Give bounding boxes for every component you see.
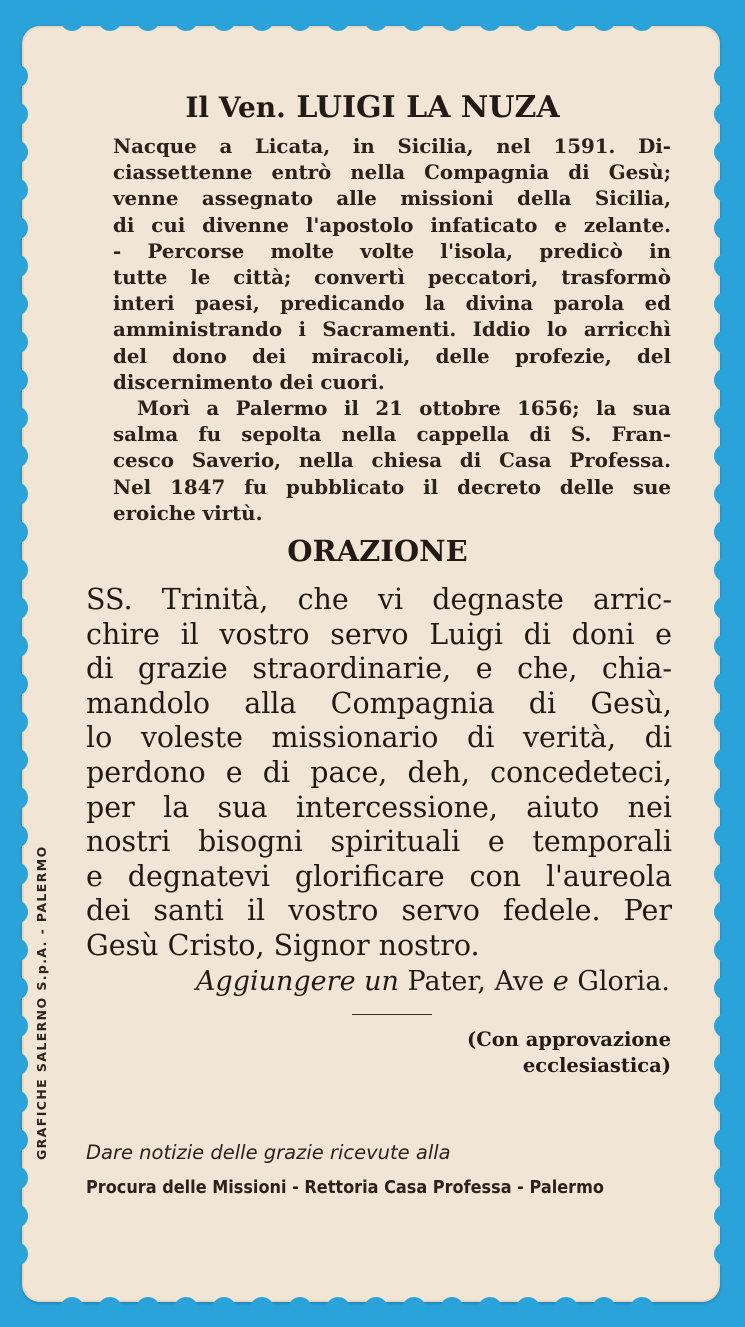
scallop-notch — [212, 1297, 236, 1321]
scallop-notch — [478, 1297, 502, 1321]
scallop-notch — [4, 330, 28, 354]
scallop-notch — [4, 824, 28, 848]
scallop-notch — [4, 1052, 28, 1076]
scallop-notch — [250, 1297, 274, 1321]
biography-line: Nacque a Licata, in Sicilia, nel 1591. Di- — [113, 134, 671, 158]
scallop-notch — [714, 406, 738, 430]
scallop-notch — [212, 7, 236, 31]
scallop-notch — [714, 292, 738, 316]
scallop-notch — [364, 7, 388, 31]
scallop-notch — [714, 976, 738, 1000]
scallop-notch — [630, 7, 654, 31]
scallop-notch — [554, 1297, 578, 1321]
scallop-notch — [288, 1297, 312, 1321]
contact-address: Procura delle Missioni - Rettoria Casa Professa - Palermo — [86, 1178, 604, 1198]
prayer-text — [86, 583, 672, 964]
scallop-notch — [714, 824, 738, 848]
scallop-notch — [714, 444, 738, 468]
biography-line: discernimento dei cuori. — [113, 369, 385, 394]
scallop-notch — [174, 1297, 198, 1321]
prayer-line: per la sua intercessione, aiuto nei — [86, 790, 672, 824]
scallop-notch — [60, 1297, 84, 1321]
scallop-notch — [714, 368, 738, 392]
prayer-line: nostri bisogni spirituali e temporali — [86, 825, 672, 859]
scallop-notch — [714, 1204, 738, 1228]
scallop-notch — [714, 1090, 738, 1114]
scallop-notch — [4, 64, 28, 88]
scallop-notch — [714, 596, 738, 620]
prayer-line: SS. Trinità, che vi degnaste arric- — [86, 583, 672, 616]
biography-line: salma fu sepolta nella cappella di S. Fran- — [113, 422, 671, 447]
biography-line: tutte le città; convertì peccatori, trasformò — [113, 265, 671, 290]
addition-words: Gloria. — [577, 966, 670, 997]
scallop-notch — [4, 444, 28, 468]
prayer-line: chire il vostro servo Luigi di doni e — [86, 617, 672, 651]
graces-note: Dare notizie delle grazie ricevute alla — [86, 1141, 451, 1164]
scallop-notch — [402, 7, 426, 31]
scallop-notch — [4, 900, 28, 924]
scallop-notch — [326, 1297, 350, 1321]
biography-line: amministrando i Sacramenti. Iddio lo arricchì — [113, 317, 671, 342]
scallop-notch — [4, 710, 28, 734]
scallop-notch — [714, 64, 738, 88]
scallop-notch — [714, 330, 738, 354]
scallop-notch — [4, 140, 28, 164]
scallop-notch — [4, 596, 28, 620]
scallop-notch — [4, 178, 28, 202]
scallop-notch — [288, 7, 312, 31]
scallop-notch — [326, 7, 350, 31]
addition-italic: e — [552, 966, 569, 997]
scallop-notch — [136, 1297, 160, 1321]
title-prefix: Il Ven. — [185, 91, 286, 124]
scallop-notch — [714, 672, 738, 696]
scallop-notch — [4, 1204, 28, 1228]
divider — [352, 1014, 432, 1015]
scallop-notch — [714, 482, 738, 506]
scallop-notch — [4, 1166, 28, 1190]
scallop-notch — [714, 1166, 738, 1190]
scallop-notch — [478, 7, 502, 31]
scallop-notch — [4, 254, 28, 278]
prayer-heading: ORAZIONE — [287, 534, 468, 568]
scallop-notch — [98, 1297, 122, 1321]
scallop-notch — [364, 1297, 388, 1321]
scallop-notch — [4, 976, 28, 1000]
prayer-line: dei santi il vostro servo fedele. Per — [86, 894, 672, 928]
approval-line: (Con approvazione — [467, 1028, 671, 1051]
scallop-notch — [714, 862, 738, 886]
biography-line: ciassettenne entrò nella Compagnia di Gesù; — [113, 160, 671, 185]
scallop-notch — [714, 1128, 738, 1152]
scallop-notch — [4, 482, 28, 506]
addition-italic: Aggiungere un — [195, 966, 399, 997]
biography-line: - Percorse molte volte l'isola, predicò in — [113, 238, 671, 263]
prayer-line: Gesù Cristo, Signor nostro. — [86, 928, 480, 962]
scallop-notch — [60, 7, 84, 31]
prayer-line: di grazie straordinarie, e che, chia- — [86, 652, 672, 686]
scallop-notch — [554, 7, 578, 31]
addition-words: Pater, Ave — [407, 966, 545, 997]
scallop-notch — [714, 786, 738, 810]
scallop-notch — [440, 1297, 464, 1321]
scallop-notch — [4, 216, 28, 240]
biography-line: interi paesi, predicando la divina parola ed — [113, 291, 671, 316]
scallop-notch — [4, 1014, 28, 1038]
scallop-notch — [714, 140, 738, 164]
prayer-addition — [196, 966, 670, 997]
scallop-notch — [714, 254, 738, 278]
scallop-notch — [4, 786, 28, 810]
scallop-notch — [4, 406, 28, 430]
scallop-notch — [4, 292, 28, 316]
scallop-notch — [592, 1297, 616, 1321]
scallop-notch — [440, 7, 464, 31]
biography-line: eroiche virtù. — [113, 500, 263, 525]
ecclesiastical-approval — [467, 1027, 671, 1079]
biography-line: di cui divenne l'apostolo infaticato e zelante. — [113, 212, 671, 237]
title-name: LUIGI LA NUZA — [296, 90, 560, 125]
scallop-notch — [714, 900, 738, 924]
scallop-notch — [250, 7, 274, 31]
scallop-notch — [98, 7, 122, 31]
scallop-notch — [714, 1014, 738, 1038]
card-title — [0, 90, 745, 125]
scallop-notch — [714, 216, 738, 240]
scallop-notch — [4, 368, 28, 392]
scallop-notch — [4, 634, 28, 658]
scallop-notch — [136, 7, 160, 31]
biography-line: del dono dei miracoli, delle profezie, del — [113, 343, 671, 368]
scallop-notch — [4, 938, 28, 962]
scallop-notch — [592, 7, 616, 31]
scallop-notch — [630, 1297, 654, 1321]
scallop-notch — [714, 1052, 738, 1076]
prayer-line: lo voleste missionario di verità, di — [86, 721, 672, 755]
biography — [113, 133, 671, 526]
biography-line: Nel 1847 fu pubblicato il decreto delle sue — [113, 474, 671, 499]
prayer-line: mandolo alla Compagnia di Gesù, — [86, 686, 672, 720]
scallop-notch — [516, 7, 540, 31]
scallop-notch — [4, 862, 28, 886]
scallop-notch — [402, 1297, 426, 1321]
scallop-notch — [516, 1297, 540, 1321]
scallop-notch — [714, 178, 738, 202]
scallop-notch — [4, 1128, 28, 1152]
scallop-notch — [714, 634, 738, 658]
printer-imprint: GRAFICHE SALERNO S.p.A. - PALERMO — [34, 845, 49, 1160]
scallop-notch — [714, 748, 738, 772]
scallop-notch — [4, 1090, 28, 1114]
biography-line: venne assegnato alle missioni della Sicilia, — [113, 186, 671, 211]
biography-line: cesco Saverio, nella chiesa di Casa Professa. — [113, 448, 671, 473]
scallop-notch — [174, 7, 198, 31]
scallop-notch — [714, 710, 738, 734]
prayer-line: e degnatevi glorificare con l'aureola — [86, 859, 672, 893]
scallop-notch — [714, 938, 738, 962]
scallop-notch — [4, 672, 28, 696]
scallop-notch — [714, 1242, 738, 1266]
biography-line: Morì a Palermo il 21 ottobre 1656; la sua — [137, 396, 671, 421]
scallop-notch — [4, 1242, 28, 1266]
approval-line: ecclesiastica) — [522, 1054, 671, 1077]
prayer-line: perdono e di pace, deh, concedeteci, — [86, 755, 672, 789]
scallop-notch — [4, 748, 28, 772]
